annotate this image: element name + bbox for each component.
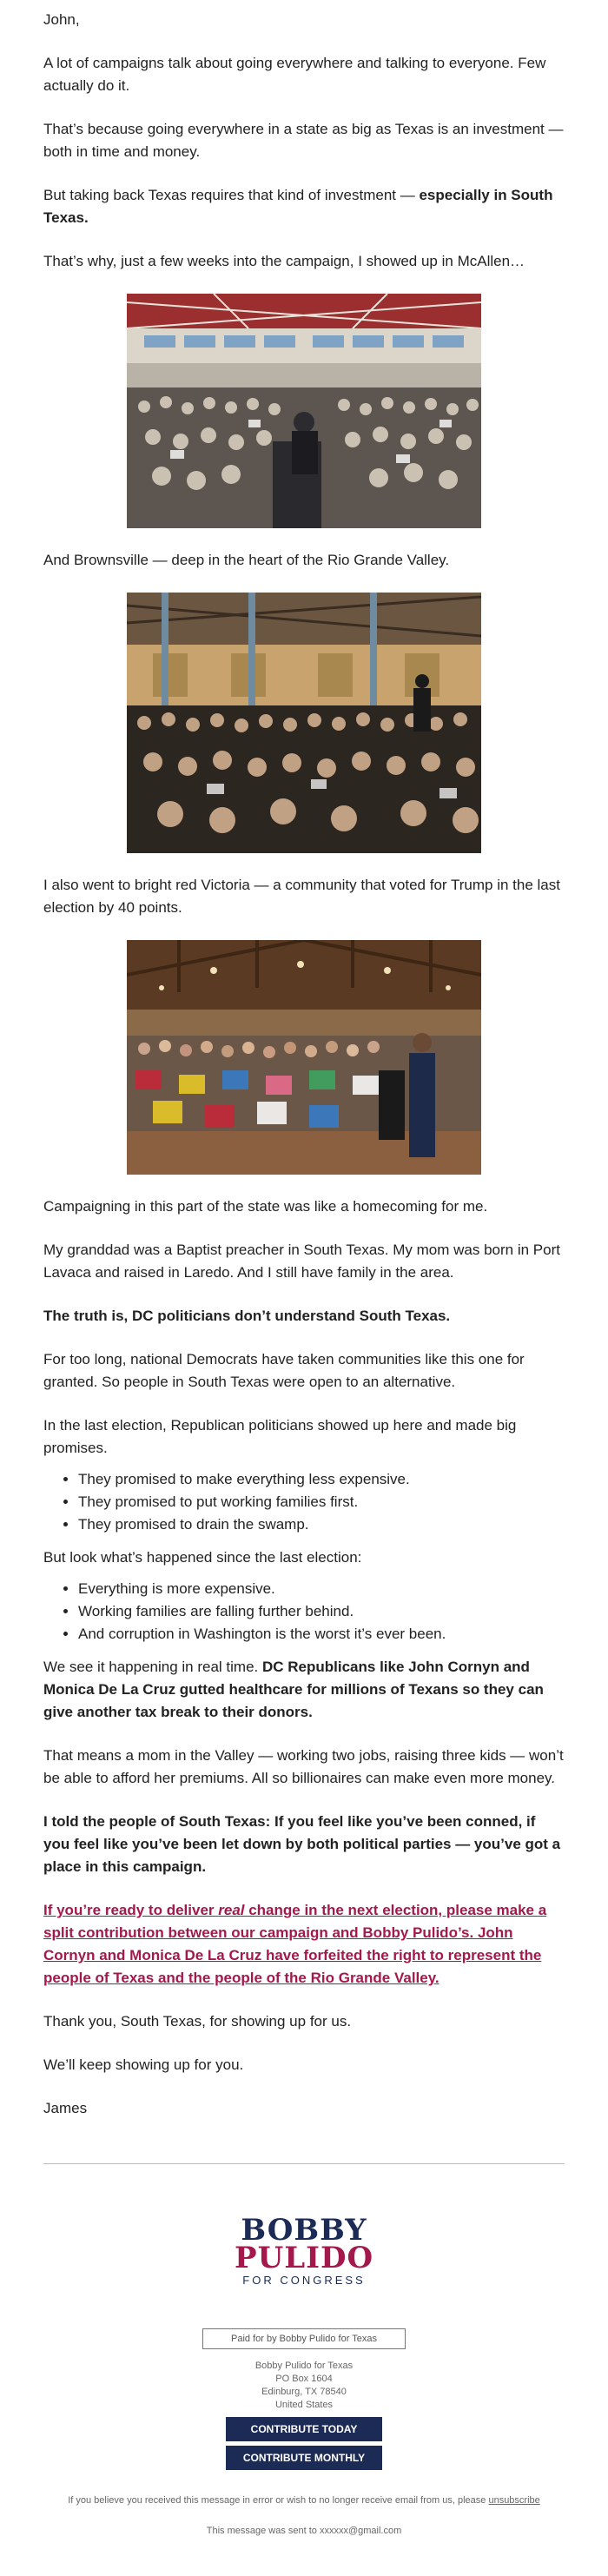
paragraph-mcallen: That’s why, just a few weeks into the campaign, I showed up in McAllen… xyxy=(43,253,525,269)
unsubscribe-text: If you believe you received this message in error or wish to no longer receive email from us, please xyxy=(68,2495,486,2506)
list-item: • They promised to make everything less expensive. xyxy=(78,1468,565,1491)
list-item: • And corruption in Washington is the worst it’s ever been. xyxy=(78,1623,565,1646)
cta-text-pre: If you’re ready to deliver xyxy=(43,1902,219,1918)
paragraph-keep-showing: We’ll keep showing up for you. xyxy=(43,2056,244,2073)
contribute-today-button[interactable]: CONTRIBUTE TODAY xyxy=(226,2417,382,2441)
signoff: James xyxy=(43,2100,88,2116)
paragraph-brownsville: And Brownsville — deep in the heart of the Rio Grande Valley. xyxy=(43,552,450,568)
results-list xyxy=(43,1578,565,1646)
donation-cta xyxy=(43,1899,565,1990)
photo-mcallen-rally xyxy=(127,294,481,528)
cta-text-post: change in the next election, please make a split contribution between our campaign and Bobby Pulido’s. John Cornyn and Monica De La Cruz have forfeited the right to represent the people of Texas and the people of the Rio Grande Valley. xyxy=(43,1902,547,1986)
list-item: • Everything is more expensive. xyxy=(78,1578,565,1600)
paragraph-democrats: For too long, national Democrats have taken communities like this one for granted. So people in South Texas were open to an alternative. xyxy=(43,1351,525,1390)
unsubscribe-link[interactable]: unsubscribe xyxy=(488,2495,540,2506)
paid-for-disclaimer: Paid for by Bobby Pulido for Texas xyxy=(202,2328,406,2349)
paragraph-south-texas-text: But taking back Texas requires that kind of investment — xyxy=(43,187,420,203)
paragraph-south-texas-bold: especially in South Texas. xyxy=(43,187,553,226)
address-line: Edinburg, TX 78540 xyxy=(261,2387,347,2397)
unsubscribe-notice xyxy=(61,2494,547,2507)
footer xyxy=(43,2164,565,2542)
paragraph-investment: That’s because going everywhere in a state as big as Texas is an investment — both in time and money. xyxy=(43,121,564,160)
donation-cta-link[interactable] xyxy=(43,1902,546,1986)
cta-text-em: real xyxy=(218,1902,245,1918)
paragraph-healthcare-text: We see it happening in real time. xyxy=(43,1659,262,1675)
address-line: United States xyxy=(274,2400,334,2410)
photo-victoria-rally xyxy=(127,940,481,1175)
paragraph-thank-you: Thank you, South Texas, for showing up for us. xyxy=(43,2013,352,2030)
campaign-logo xyxy=(235,2213,374,2287)
photo-brownsville-rally xyxy=(127,593,481,853)
paragraph-truth xyxy=(43,1305,565,1328)
paragraph-victoria: I also went to bright red Victoria — a community that voted for Trump in the last election by 40 points. xyxy=(43,877,560,916)
logo-line-1: BOBBY xyxy=(241,2213,367,2248)
paragraph-republicans: In the last election, Republican politicians showed up here and made big promises. xyxy=(43,1417,517,1456)
paragraph-south-texas xyxy=(43,184,565,229)
address-line: PO Box 1604 xyxy=(275,2374,333,2384)
list-item: • They promised to put working families first. xyxy=(78,1491,565,1513)
email-body xyxy=(43,0,565,2542)
paragraph-mom-valley: That means a mom in the Valley — working two jobs, raising three kids — won’t be able to afford her premiums. All so billionaires can make even more money. xyxy=(43,1747,564,1786)
paragraph-healthcare xyxy=(43,1656,565,1724)
paragraph-homecoming: Campaigning in this part of the state was like a homecoming for me. xyxy=(43,1198,488,1215)
paragraph-conned-bold: I told the people of South Texas: If you feel like you’ve been conned, if you feel like you’ve been let down by both political parties — you’ve got a place in this campaign. xyxy=(43,1813,561,1875)
paragraph-healthcare-bold: DC Republicans like John Cornyn and Monica De La Cruz gutted healthcare for millions of Texans so they can give another tax break to their donors. xyxy=(43,1659,544,1720)
logo-line-3: FOR CONGRESS xyxy=(242,2274,366,2287)
mailing-address xyxy=(43,2360,565,2412)
promises-list xyxy=(43,1468,565,1536)
greeting: John, xyxy=(43,11,80,28)
paragraph-family: My granddad was a Baptist preacher in South Texas. My mom was born in Port Lavaca and raised in Laredo. And I still have family in the area. xyxy=(43,1242,560,1281)
paragraph-conned xyxy=(43,1811,565,1878)
logo-line-2: PULIDO xyxy=(235,2241,374,2275)
paragraph-since-election: But look what’s happened since the last election: xyxy=(43,1549,362,1566)
address-line: Bobby Pulido for Texas xyxy=(254,2361,354,2371)
list-item: • They promised to drain the swamp. xyxy=(78,1513,565,1536)
contribute-monthly-button[interactable]: CONTRIBUTE MONTHLY xyxy=(226,2446,382,2470)
paragraph-campaigns: A lot of campaigns talk about going everywhere and talking to everyone. Few actually do it. xyxy=(43,55,546,94)
list-item: • Working families are falling further behind. xyxy=(78,1600,565,1623)
sent-to-notice: This message was sent to xxxxxx@gmail.com xyxy=(206,2526,402,2536)
paragraph-truth-bold: The truth is, DC politicians don’t understand South Texas. xyxy=(43,1308,451,1324)
